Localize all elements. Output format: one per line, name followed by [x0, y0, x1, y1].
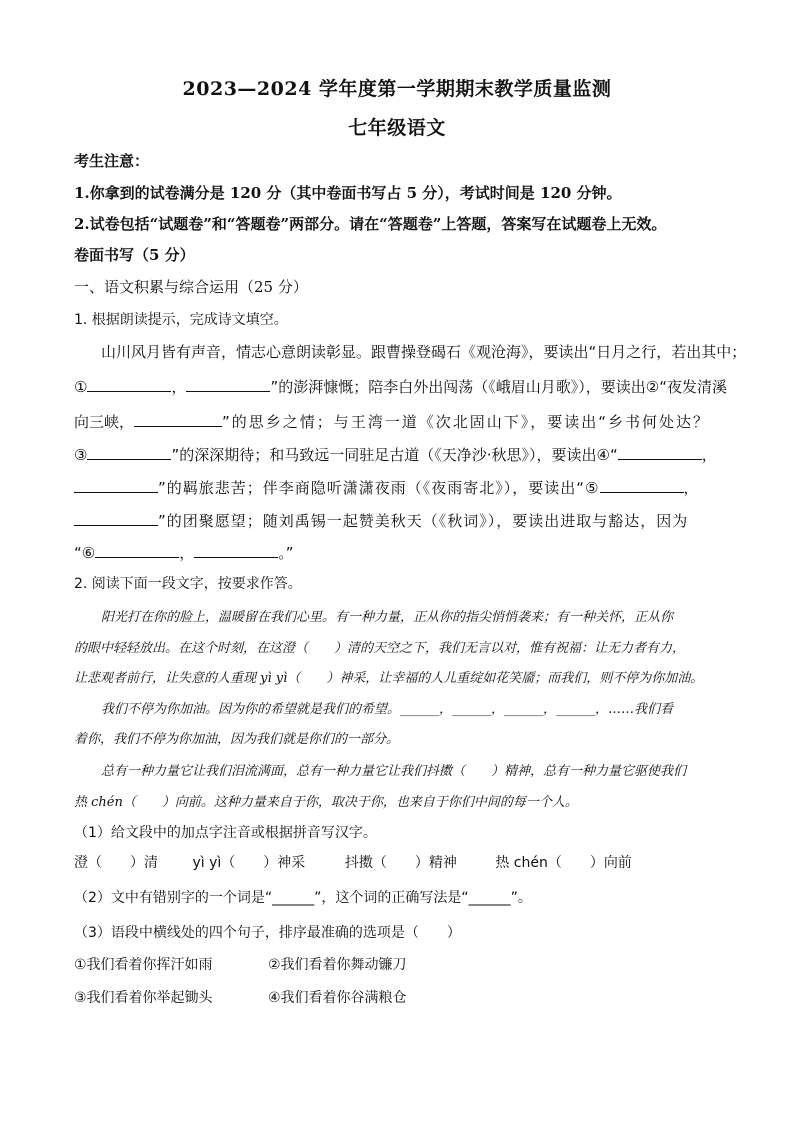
exam-subtitle: 七年级语文 [348, 117, 446, 139]
passage-p2-line-2: 着你，我们不停为你加油，因为我们就是你们的一部分。 [74, 732, 400, 747]
q1-line-5 [74, 477, 699, 498]
q1-line-7 [74, 542, 294, 563]
answer-blank-2[interactable] [134, 412, 222, 427]
option-4[interactable]: ④我们看着你谷满粮仓 [268, 990, 407, 1006]
q1-line-7-end: 。” [278, 544, 294, 562]
comma: ， [179, 544, 195, 562]
answer-blank-1a[interactable] [87, 377, 171, 392]
section-heading: 一、语文积累与综合运用（25 分） [74, 278, 308, 296]
q1-line-3 [74, 411, 710, 432]
q1-line-3-text-a: 向三峡， [74, 413, 135, 431]
answer-blank-4b[interactable] [74, 478, 158, 493]
question-1-prompt: 1. 根据朗读提示，完成诗文填空。 [74, 312, 288, 328]
q1-line-4-text: ”的深深期待；和马致远一同驻足古道（《天净沙·秋思》），要读出④“ [171, 446, 618, 464]
passage-p3-line-1: 总有一种力量它让我们泪流满面，总有一种力量它让我们抖擞（ ）精神，总有一种力量它驱使我们 [101, 764, 687, 779]
handwriting-score: 卷面书写（5 分） [74, 246, 195, 264]
comma: ， [701, 446, 717, 464]
q1-line-5-text: ”的羁旅悲苦；伴李商隐听潇潇夜雨（《夜雨寄北》），要读出“⑤ [158, 479, 600, 497]
passage-p1-line-1: 阳光打在你的脸上，温暖留在我们心里。有一种力量，正从你的指尖悄悄袭来；有一种关怀，正从你 [101, 610, 674, 625]
q1-line-4 [74, 444, 717, 465]
pinyin-item-4[interactable]: 热 chén（ ）向前 [495, 855, 632, 871]
blank-marker-3: ③ [74, 446, 88, 464]
passage-p2-line-1: 我们不停为你加油。因为你的希望就是我们的希望。______，______，______，______，……我们看 [101, 702, 674, 717]
pinyin-item-3[interactable]: 抖擞（ ）精神 [344, 855, 457, 871]
option-3[interactable]: ③我们看着你举起锄头 [74, 990, 213, 1006]
q1-line-6 [74, 510, 688, 531]
answer-blank-5b[interactable] [74, 511, 158, 526]
notice-item-1: 1.你拿到的试卷满分是 120 分（其中卷面书写占 5 分），考试时间是 120 分钟。 [74, 184, 622, 202]
notice-item-2: 2.试卷包括“试题卷”和“答题卷”两部分。请在“答题卷”上答题，答案写在试题卷上无效。 [74, 215, 667, 233]
exam-title: 2023—2024 学年度第一学期期末教学质量监测 [182, 78, 612, 100]
comma: ， [171, 378, 187, 396]
q1-line-6-text: ”的团聚愿望；随刘禹锡一起赞美秋天（《秋词》），要读出进取与豁达，因为 [158, 512, 689, 530]
answer-blank-3[interactable] [87, 445, 171, 460]
pinyin-item-2[interactable]: yì yì（ ）神采 [192, 855, 306, 871]
q1-line-3-text-b: ”的思乡之情；与王湾一道《次北固山下》，要读出“乡书何处达？ [222, 413, 711, 431]
sub-question-3: （3）语段中横线处的四个句子，排序最准确的选项是（ ） [74, 925, 461, 941]
pinyin-item-1[interactable]: 澄（ ）清 [74, 855, 158, 871]
option-1[interactable]: ①我们看着你挥汗如雨 [74, 957, 213, 973]
q1-line-2 [74, 376, 727, 397]
question-2-prompt: 2. 阅读下面一段文字，按要求作答。 [74, 576, 302, 592]
answer-blank-5a[interactable] [600, 478, 684, 493]
q1-line-2-text: ”的澎湃慷慨；陪李白外出闯荡（《峨眉山月歌》），要读出②“夜发清溪 [270, 378, 727, 396]
answer-blank-6a[interactable] [95, 543, 179, 558]
sub-question-2: （2）文中有错别字的一个词是“______”，这个词的正确写法是“______”。 [74, 890, 532, 906]
passage-p1-line-2: 的眼中轻轻放出。在这个时刻，在这澄（ ）清的天空之下，我们无言以对，惟有祝福：让无力者有力， [74, 641, 686, 656]
answer-blank-6b[interactable] [194, 543, 278, 558]
passage-p1-line-3: 让悲观者前行，让失意的人重现 yì yì（ ）神采，让幸福的人儿重绽如花笑靥；而我们，则不停为你加油。 [74, 671, 704, 686]
answer-blank-4a[interactable] [618, 445, 702, 460]
passage-p3-line-2: 热 chén（ ）向前。这种力量来自于你，取决于你，也来自于你们中间的每一个人。 [74, 795, 578, 810]
sub-question-1: （1）给文段中的加点字注音或根据拼音写汉字。 [74, 825, 377, 841]
blank-marker-1: ① [74, 378, 88, 396]
comma: ， [683, 479, 699, 497]
option-2[interactable]: ②我们看着你舞动镰刀 [268, 957, 407, 973]
blank-marker-6: “⑥ [74, 544, 96, 562]
answer-blank-1b[interactable] [186, 377, 270, 392]
notice-heading: 考生注意： [74, 152, 150, 170]
q1-line-1: 山川风月皆有声音，情志心意朗读彰显。跟曹操登碣石《观沧海》，要读出“日月之行，若出其中； [101, 343, 747, 361]
sub-question-1-items [74, 852, 632, 872]
